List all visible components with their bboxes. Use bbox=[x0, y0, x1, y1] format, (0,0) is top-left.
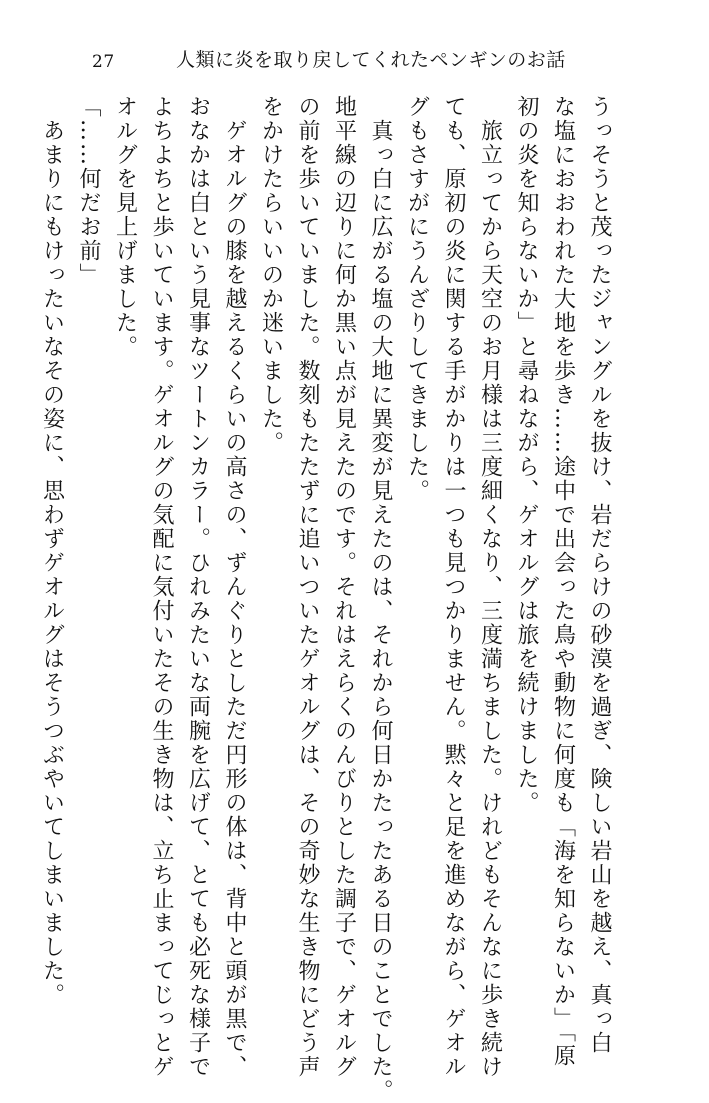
page-number: 27 bbox=[92, 52, 115, 72]
running-header: 人類に炎を取り戻してくれたペンギンのお話 bbox=[176, 49, 566, 71]
body-text: うっそうと茂ったジャングルを抜け、岩だらけの砂漠を過ぎ、険しい岩山を越え、真っ白 な塩におおわれた大地を歩き……途中で出会った鳥や動物に何度も「海を知らないか」「原 初の炎を知らないか」と尋ねながら、ゲオルグは旅を続けました。 旅立ってから天空のお月様は三度細くなり、三度満ちました。けれどもそんなに歩き続け ても、原初の炎に関する手がかりは一つも見つかりません。黙々と足を進めながら、ゲオル グもさすがにうんざりしてきました。 真っ白に広がる塩の大地に異変が見えたのは、それから何日かたったある日のことでした。 地平線の辺りに何か黒い点が見えたのです。それはえらくのんびりとした調子で、ゲオルグ の前を歩いていました。数刻もたたずに追いついたゲオルグは、その奇妙な生き物にどう声 をかけたらいいのか迷いました。 ゲオルグの膝を越えるくらいの高さの、ずんぐりとしただ円形の体は、背中と頭が黒で、 おなかは白という見事なツートンカラー。ひれみたいな両腕を広げて、とても必死な様子で よちよちと歩いています。ゲオルグの気配に気付いたその生き物は、立ち止まってじっとゲ オルグを見上げました。 「……何だお前」 あまりにもけったいなその姿に、思わずゲオルグはそうつぶやいてしまいました。 bbox=[39, 95, 612, 1103]
